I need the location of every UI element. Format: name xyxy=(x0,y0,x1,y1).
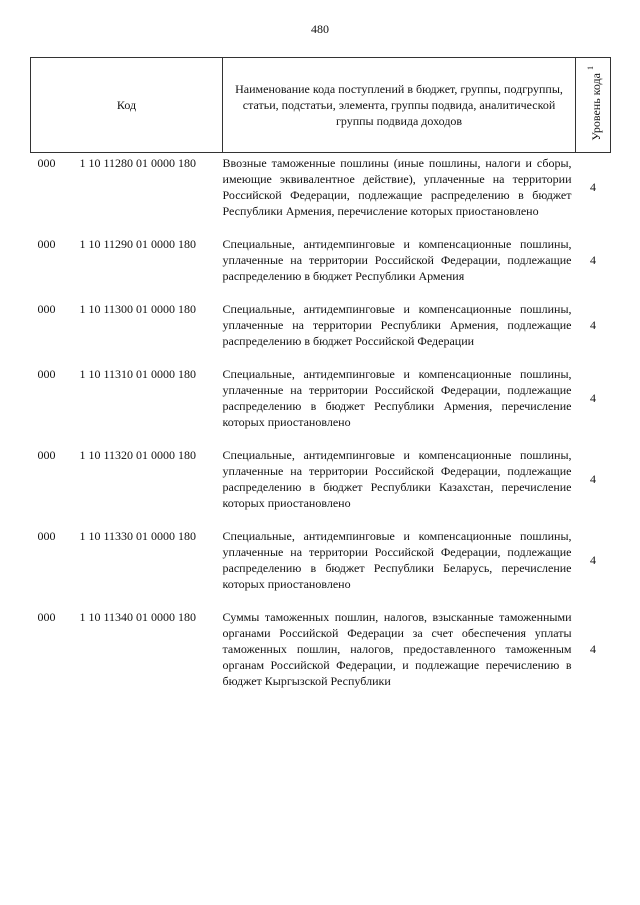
code-prefix: 000 xyxy=(37,610,56,624)
table-row xyxy=(31,528,611,592)
code-description: Ввозные таможенные пошлины (иные пошлины, налоги и сборы, имеющие эквивалентное действие), уплаченные на территории Российской Федерации, подлежащие распределению в бюджет Республики Армения, перечисление которых приостановлено xyxy=(222,156,572,218)
code-level: 4 xyxy=(590,472,597,486)
budget-code: 1 10 11330 01 0000 180 xyxy=(79,529,197,543)
code-prefix: 000 xyxy=(37,367,56,381)
code-level: 4 xyxy=(590,318,597,332)
code-prefix: 000 xyxy=(37,302,56,316)
code-prefix: 000 xyxy=(37,448,56,462)
code-level: 4 xyxy=(590,391,597,405)
header-level-label xyxy=(583,66,604,141)
code-level: 4 xyxy=(590,253,597,267)
table-row xyxy=(31,236,611,284)
page-number: 480 xyxy=(311,22,329,36)
code-prefix: 000 xyxy=(37,237,56,251)
code-prefix: 000 xyxy=(37,156,56,170)
table-row xyxy=(31,609,611,689)
table-row xyxy=(31,366,611,430)
header-name: Наименование кода поступлений в бюджет, группы, подгруппы, статьи, подстатьи, элемента, группы подвида, аналитической группы подвида доходов xyxy=(223,58,576,153)
header-level xyxy=(576,58,611,153)
header-level-footnote: 1 xyxy=(585,65,595,70)
table-row xyxy=(31,155,611,219)
spacer-row xyxy=(31,511,611,528)
table-body xyxy=(31,153,611,690)
spacer-row xyxy=(31,284,611,301)
spacer-row xyxy=(31,592,611,609)
code-level: 4 xyxy=(590,553,597,567)
spacer-row xyxy=(31,430,611,447)
code-description: Специальные, антидемпинговые и компенсационные пошлины, уплаченные на территории Российской Федерации, подлежащие распределению в бюджет Республики Армения xyxy=(222,237,572,283)
budget-code: 1 10 11300 01 0000 180 xyxy=(79,302,197,316)
code-description: Специальные, антидемпинговые и компенсационные пошлины, уплаченные на территории Республики Армения, подлежащие распределению в бюджет Российской Федерации xyxy=(222,302,572,348)
spacer-row xyxy=(31,219,611,236)
spacer-row xyxy=(31,349,611,366)
budget-code: 1 10 11340 01 0000 180 xyxy=(79,610,197,624)
header-code: Код xyxy=(31,58,223,153)
budget-code: 1 10 11290 01 0000 180 xyxy=(79,237,197,251)
table-row xyxy=(31,301,611,349)
table-header-row xyxy=(31,58,611,153)
budget-code: 1 10 11320 01 0000 180 xyxy=(79,448,197,462)
code-description: Суммы таможенных пошлин, налогов, взысканные таможенными органами Российской Федерации за счет обеспечения уплаты таможенных пошлин, налогов, предоставленного таможенным органам Российской Федерации, и подлежащие перечислению в бюджет Кыргызской Республики xyxy=(222,610,572,688)
table-row xyxy=(31,447,611,511)
code-level: 4 xyxy=(590,642,597,656)
code-level: 4 xyxy=(590,180,597,194)
budget-code: 1 10 11280 01 0000 180 xyxy=(79,156,197,170)
revenue-codes-table xyxy=(30,57,611,689)
budget-code: 1 10 11310 01 0000 180 xyxy=(79,367,197,381)
code-description: Специальные, антидемпинговые и компенсационные пошлины, уплаченные на территории Российской Федерации, подлежащие распределению в бюджет Республики Армения, перечисление которых приостановлено xyxy=(222,367,572,429)
code-description: Специальные, антидемпинговые и компенсационные пошлины, уплаченные на территории Российской Федерации, подлежащие распределению в бюджет Республики Казахстан, перечисление которых приостановлено xyxy=(222,448,572,510)
code-description: Специальные, антидемпинговые и компенсационные пошлины, уплаченные на территории Российской Федерации, подлежащие распределению в бюджет Республики Беларусь, перечисление которых приостановлено xyxy=(222,529,572,591)
code-prefix: 000 xyxy=(37,529,56,543)
header-level-text: Уровень кода xyxy=(588,72,603,141)
